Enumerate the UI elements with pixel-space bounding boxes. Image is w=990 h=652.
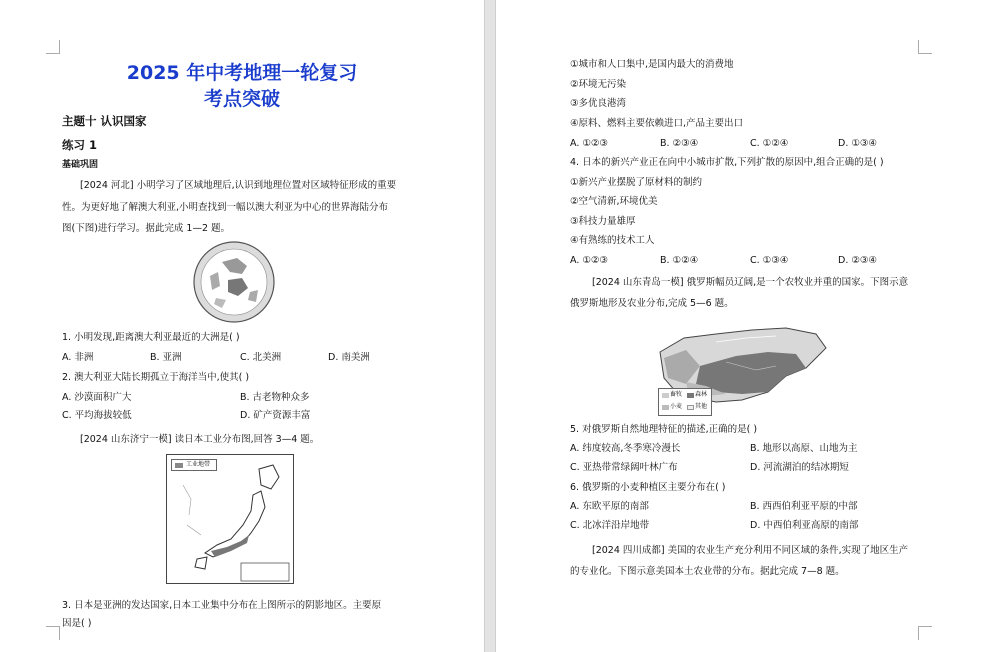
q4-option: B. ①②④ (660, 255, 699, 266)
legend-label: 其他 (695, 403, 708, 410)
document-page-left (0, 0, 484, 652)
question-3: 3. 日本是亚洲的发达国家,日本工业集中分布在上图所示的阴影地区。主要原 (62, 600, 382, 611)
q2-option: B. 古老物种众多 (240, 392, 310, 403)
doc-title-line1: 2025 年中考地理一轮复习 (126, 62, 358, 84)
q6-option: B. 西西伯利亚平原的中部 (750, 501, 858, 512)
intro-us: [2024 四川成都] 美国的农业生产充分利用不同区域的条件,实现了地区生产 (592, 545, 909, 556)
q3-option: B. ②③④ (660, 138, 699, 149)
japan-industry-map (166, 454, 294, 584)
q4-option: D. ②③④ (838, 255, 877, 266)
legend-label: 畜牧 (670, 391, 683, 398)
document-page-right (496, 0, 990, 652)
q4-option: A. ①②③ (570, 255, 608, 266)
q6-option: D. 中西伯利亚高原的南部 (750, 520, 859, 531)
intro-text: [2024 河北] 小明学习了区域地理后,认识到地理位置对区域特征形成的重要 (80, 180, 397, 191)
australia-centered-world-map (192, 240, 276, 324)
q3-option: D. ①③④ (838, 138, 877, 149)
q1-option: A. 非洲 (62, 352, 94, 363)
statement-item: ④原料、燃料主要依赖进口,产品主要出口 (570, 118, 744, 129)
q2-option: D. 矿产资源丰富 (240, 410, 311, 421)
q2-option: A. 沙漠面积广大 (62, 392, 132, 403)
question-3: 因是( ) (62, 618, 92, 629)
doc-title-line2: 考点突破 (203, 88, 280, 110)
q5-option: D. 河流湖泊的结冰期短 (750, 462, 849, 473)
map-legend (658, 388, 712, 416)
intro-text: 性。为更好地了解澳大利亚,小明查找到一幅以澳大利亚为中心的世界海陆分布 (62, 202, 389, 213)
statement-item: ④有熟练的技术工人 (570, 235, 655, 246)
question-1: 1. 小明发现,距离澳大利亚最近的大洲是( ) (62, 332, 240, 343)
statement-item: ②空气清新,环境优美 (570, 196, 658, 207)
intro-russia: 俄罗斯地形及农业分布,完成 5—6 题。 (570, 298, 734, 309)
intro-text: 图(下图)进行学习。据此完成 1—2 题。 (62, 223, 231, 234)
q4-option: C. ①③④ (750, 255, 789, 266)
legend-swatch (662, 393, 669, 398)
q1-option: C. 北美洲 (240, 352, 282, 363)
statement-item: ②环境无污染 (570, 79, 627, 90)
q5-option: C. 亚热带常绿阔叶林广布 (570, 462, 678, 473)
page-gap (484, 0, 496, 652)
question-2: 2. 澳大利亚大陆长期孤立于海洋当中,使其( ) (62, 372, 250, 383)
section-heading: 基础巩固 (62, 160, 99, 170)
legend-label: 工业地带 (186, 461, 211, 468)
q6-option: A. 东欧平原的南部 (570, 501, 649, 512)
q3-option: A. ①②③ (570, 138, 608, 149)
q2-option: C. 平均海拔较低 (62, 410, 132, 421)
exercise-heading: 练习 1 (62, 138, 98, 152)
question-4: 4. 日本的新兴产业正在向中小城市扩散,下列扩散的原因中,组合正确的是( ) (570, 157, 884, 168)
topic-heading: 主题十 认识国家 (62, 114, 147, 128)
q6-option: C. 北冰洋沿岸地带 (570, 520, 650, 531)
intro-us: 的专业化。下图示意美国本土农业带的分布。据此完成 7—8 题。 (570, 566, 845, 577)
question-6: 6. 俄罗斯的小麦种植区主要分布在( ) (570, 482, 726, 493)
intro-japan: [2024 山东济宁一模] 读日本工业分布图,回答 3—4 题。 (80, 434, 320, 445)
legend-swatch (662, 405, 669, 410)
statement-item: ①城市和人口集中,是国内最大的消费地 (570, 59, 734, 70)
statement-item: ①新兴产业摆脱了原材料的制约 (570, 177, 703, 188)
intro-russia: [2024 山东青岛一模] 俄罗斯幅员辽阔,是一个农牧业并重的国家。下图示意 (592, 277, 909, 288)
q5-option: A. 纬度较高,冬季寒冷漫长 (570, 443, 681, 454)
question-5: 5. 对俄罗斯自然地理特征的描述,正确的是( ) (570, 424, 758, 435)
q1-option: D. 南美洲 (328, 352, 370, 363)
margin-mark (46, 40, 60, 54)
margin-mark (918, 626, 932, 640)
statement-item: ③科技力量雄厚 (570, 216, 636, 227)
russia-agriculture-map (656, 322, 830, 418)
margin-mark (46, 626, 60, 640)
statement-item: ③多优良港湾 (570, 98, 627, 109)
q5-option: B. 地形以高原、山地为主 (750, 443, 858, 454)
legend-label: 森林 (695, 391, 708, 398)
legend-swatch (687, 393, 694, 398)
legend-swatch (687, 405, 694, 410)
legend-label: 小麦 (670, 403, 683, 410)
margin-mark (918, 40, 932, 54)
japan-outline (167, 455, 293, 583)
q3-option: C. ①②④ (750, 138, 789, 149)
q1-option: B. 亚洲 (150, 352, 182, 363)
